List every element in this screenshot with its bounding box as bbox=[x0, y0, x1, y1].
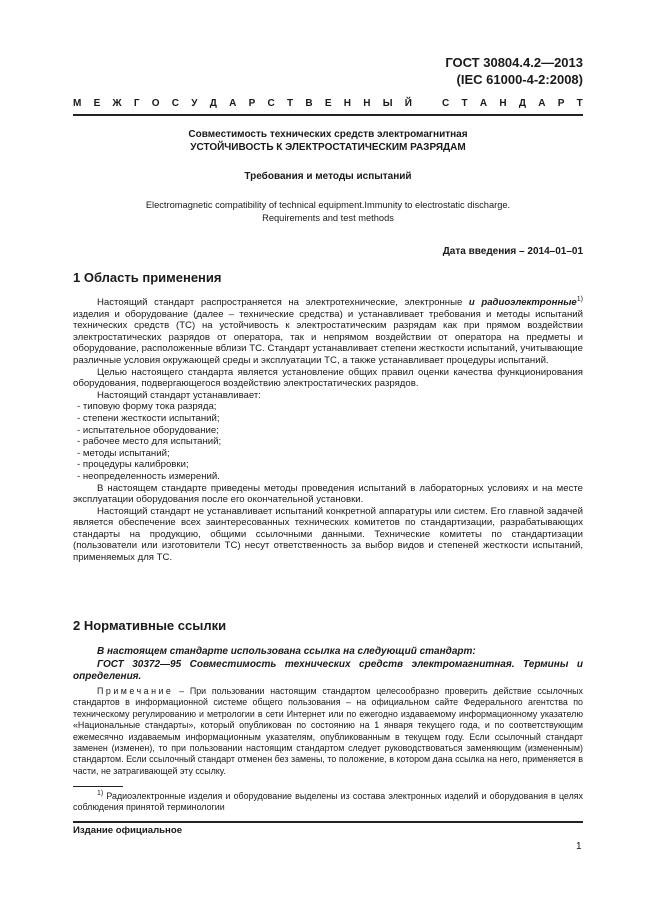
standard-type-letter: С bbox=[442, 98, 450, 109]
standard-type-letter: Т bbox=[461, 98, 468, 109]
reference: ГОСТ 30372—95 Совместимость технических средств электромагнитная. Термины и определения. bbox=[73, 658, 583, 682]
standard-code: ГОСТ 30804.4.2—2013 bbox=[445, 55, 583, 70]
text: изделия и оборудование (далее – технические средства) и устанавливает требования и методы испытаний технических средств (ТС) на устойчивость к электростатическим разрядам как при прямом воздействии электростатических разрядов от оператора, так и непрямом воздействии от оператора на предметы и оборудование, расположенные вблизи ТС. Стандарт устанавливает степени жесткости испытаний, учитывающие различные условия окружающей среды и эксплуатации ТС, а также устанавливает процедуры испытаний. bbox=[73, 308, 583, 366]
standard-type-letter: Н bbox=[499, 98, 507, 109]
standard-type-letter bbox=[424, 98, 430, 109]
standard-type-letter: Й bbox=[404, 98, 412, 109]
subtitle: Требования и методы испытаний bbox=[244, 171, 412, 182]
title-en-line1: Electromagnetic compatibility of technical equipment.Immunity to electrostatic discharge. bbox=[145, 200, 511, 210]
paragraph: Целью настоящего стандарта является установление общих правил оценки качества функционирования оборудования, подвергающегося воздействию электростатических разрядов. bbox=[73, 366, 583, 390]
footnote-ref: 1) bbox=[576, 295, 584, 303]
note bbox=[73, 686, 583, 777]
paragraph: В настоящем стандарте использована ссылка на следующий стандарт: bbox=[97, 646, 476, 657]
list-item: - методы испытаний; bbox=[73, 448, 583, 460]
standard-type-letter: У bbox=[191, 98, 198, 109]
standard-type-letter: О bbox=[151, 98, 160, 109]
standard-type-letter: А bbox=[229, 98, 237, 109]
standard-type-letter: А bbox=[538, 98, 546, 109]
paragraph: Настоящий стандарт устанавливает: bbox=[97, 389, 261, 401]
title-line1: Совместимость технических средств электромагнитная bbox=[188, 129, 468, 140]
standard-type-letter: Е bbox=[324, 98, 332, 109]
footer-rule bbox=[73, 821, 583, 823]
standard-type-letter: Ы bbox=[382, 98, 393, 109]
section2-heading: 2 Нормативные ссылки bbox=[73, 618, 227, 633]
section2-body bbox=[73, 646, 583, 684]
standard-type-letter: Г bbox=[133, 98, 140, 109]
bold-text: и радиоэлектронные bbox=[468, 297, 577, 308]
note-text: – При пользовании настоящим стандартом целесообразно проверить действие ссылочных стандартов в информационной системе общего пользования – на официальном сайте Федерального агентства по техническому регулированию и метрологии в сети Интернет или по ежегодно издаваемому информационному указателю «Национальные стандарты», который опубликован по состоянию на 1 января текущего года, и по соответствующим ежемесячно издаваемым информационным указателям, опубликованным в текущем году. Если ссылочный стандарт заменен (изменен), то при пользовании настоящим стандартом следует руководствоваться заменяющим (измененным) стандартом. Если ссылочный стандарт отменен без замены, то положение, в котором дана ссылка на него, применяется в части, не затрагивающей эту ссылку. bbox=[73, 686, 583, 776]
standard-type-letter: Т bbox=[287, 98, 294, 109]
paragraph: Настоящий стандарт не устанавливает испытаний конкретной аппаратуры или систем. Его главной задачей является обеспечение всех заинтересованных технических комитетов по стандартизации, разрабатывающих стандарты на продукцию, общими ссылочными данными. Технические комитеты по стандартизации (пользователи или изготовители ТС) несут ответственность за выбор видов и степеней жесткости испытаний, применяемых для ТС. bbox=[73, 505, 583, 564]
note-label: Примечание bbox=[97, 686, 174, 696]
footnote-rule bbox=[73, 786, 123, 787]
title-en-line2: Requirements and test methods bbox=[262, 213, 394, 223]
iec-code: (IEC 61000-4-2:2008) bbox=[456, 72, 583, 87]
standard-type bbox=[73, 98, 583, 109]
standard-type-letter: Д bbox=[518, 98, 526, 109]
date-introduction: Дата введения – 2014–01–01 bbox=[442, 246, 583, 257]
footnote bbox=[73, 791, 583, 814]
paragraph: В настоящем стандарте приведены методы проведения испытаний в лабораторных условиях и на месте эксплуатации оборудования после его окончательной установки. bbox=[73, 482, 583, 506]
standard-type-letter: В bbox=[305, 98, 313, 109]
page-number: 1 bbox=[576, 841, 582, 852]
text: Настоящий стандарт распространяется на электротехнические, электронные bbox=[97, 297, 469, 308]
standard-type-letter: М bbox=[73, 98, 82, 109]
standard-type-letter: Р bbox=[557, 98, 565, 109]
standard-type-letter: С bbox=[171, 98, 179, 109]
standard-type-letter: Ж bbox=[112, 98, 122, 109]
standard-type-letter: С bbox=[267, 98, 275, 109]
list-item: - испытательное оборудование; bbox=[73, 425, 583, 437]
footnote-text: Радиоэлектронные изделия и оборудование выделены из состава электронных изделий и оборудования в целях соблюдения принятой терминологии bbox=[73, 791, 583, 813]
section1-heading: 1 Область применения bbox=[73, 270, 222, 285]
standard-type-letter: Т bbox=[576, 98, 583, 109]
header-rule bbox=[73, 114, 583, 116]
list-item: - типовую форму тока разряда; bbox=[73, 401, 583, 413]
footnote-mark: 1) bbox=[97, 790, 104, 798]
paragraph bbox=[73, 297, 583, 367]
standard-type-letter: Н bbox=[343, 98, 351, 109]
standard-type-letter: Е bbox=[93, 98, 101, 109]
list-item: - процедуры калибровки; bbox=[73, 459, 583, 471]
list bbox=[73, 401, 583, 482]
list-item: - неопределенность измерений. bbox=[73, 471, 583, 483]
title-line2: УСТОЙЧИВОСТЬ К ЭЛЕКТРОСТАТИЧЕСКИМ РАЗРЯДАМ bbox=[190, 142, 466, 153]
list-item: - рабочее место для испытаний; bbox=[73, 436, 583, 448]
edition-label: Издание официальное bbox=[73, 825, 183, 836]
standard-type-letter: Д bbox=[209, 98, 217, 109]
standard-type-letter: Р bbox=[248, 98, 256, 109]
section1-body bbox=[73, 297, 583, 564]
standard-type-letter: Н bbox=[363, 98, 371, 109]
list-item: - степени жесткости испытаний; bbox=[73, 413, 583, 425]
standard-type-letter: А bbox=[479, 98, 488, 109]
